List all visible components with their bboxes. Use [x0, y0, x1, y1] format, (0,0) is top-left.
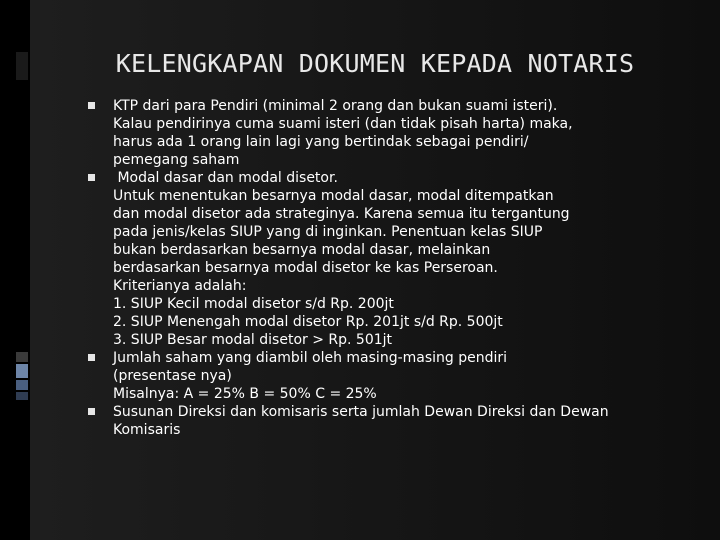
bullet-text-line: pada jenis/kelas SIUP yang di inginkan. Penentuan kelas SIUP: [113, 224, 543, 240]
bullet-text-line: bukan berdasarkan besarnya modal dasar, melainkan: [113, 242, 491, 258]
bullet-text-line: 1. SIUP Kecil modal disetor s/d Rp. 200jt: [113, 296, 394, 312]
accent-bar: [16, 392, 28, 400]
accent-bar: [16, 364, 28, 378]
bullet-text-line: Kriterianya adalah:: [113, 278, 247, 294]
accent-bar: [16, 380, 28, 390]
bullet-text-line: Komisaris: [113, 422, 181, 438]
square-bullet-icon: [88, 408, 95, 415]
bullet-text-line: 2. SIUP Menengah modal disetor Rp. 201jt s/d Rp. 500jt: [113, 314, 503, 330]
accent-bar: [16, 52, 28, 80]
bullet-text-line: Susunan Direksi dan komisaris serta jumlah Dewan Direksi dan Dewan: [113, 404, 609, 420]
bullet-item-saham: [88, 349, 698, 403]
bullet-text-line: harus ada 1 orang lain lagi yang bertindak sebagai pendiri/: [113, 134, 529, 150]
bullet-text-line: pemegang saham: [113, 152, 240, 168]
bullet-text-line: dan modal disetor ada strateginya. Karena semua itu tergantung: [113, 206, 570, 222]
bullet-text-line: (presentase nya): [113, 368, 232, 384]
square-bullet-icon: [88, 174, 95, 181]
bullet-text-line: Kalau pendirinya cuma suami isteri (dan tidak pisah harta) maka,: [113, 116, 573, 132]
bullet-text-line: 3. SIUP Besar modal disetor > Rp. 501jt: [113, 332, 393, 348]
bullet-item-modal: [88, 169, 698, 349]
square-bullet-icon: [88, 102, 95, 109]
slide-title: KELENGKAPAN DOKUMEN KEPADA NOTARIS: [115, 49, 635, 78]
accent-bar: [16, 352, 28, 362]
bullet-text-line: Modal dasar dan modal disetor.: [113, 170, 338, 186]
bullet-text-line: Jumlah saham yang diambil oleh masing-masing pendiri: [113, 350, 508, 366]
bullet-text-line: KTP dari para Pendiri (minimal 2 orang dan bukan suami isteri).: [113, 98, 558, 114]
bullet-text-line: Untuk menentukan besarnya modal dasar, modal ditempatkan: [113, 188, 554, 204]
bullet-text-line: Misalnya: A = 25% B = 50% C = 25%: [113, 386, 377, 402]
bullet-item-ktp: [88, 97, 698, 169]
bullet-text-line: berdasarkan besarnya modal disetor ke kas Perseroan.: [113, 260, 498, 276]
bullet-item-direksi: [88, 403, 698, 439]
left-margin: [0, 0, 30, 540]
bullet-list: [88, 97, 698, 439]
square-bullet-icon: [88, 354, 95, 361]
